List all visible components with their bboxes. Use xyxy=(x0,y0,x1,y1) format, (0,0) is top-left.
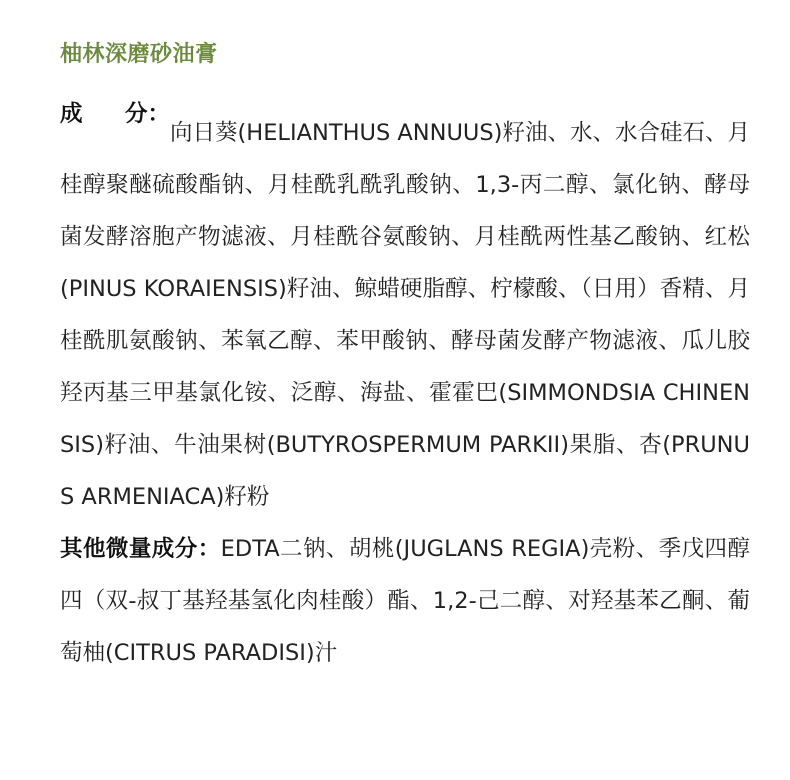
trace-ingredients-list: EDTA二钠、胡桃(JUGLANS REGIA)壳粉、季戊四醇四（双-叔丁基羟基氢化肉桂酸）酯、1,2-己二醇、对羟基苯乙酮、葡萄柚(CITRUS PARADISI)汁 xyxy=(60,536,750,666)
ingredients-list: 向日葵(HELIANTHUS ANNUUS)籽油、水、水合硅石、月桂醇聚醚硫酸酯钠、月桂酰乳酰乳酸钠、1,3-丙二醇、氯化钠、酵母菌发酵溶胞产物滤液、月桂酰谷氨酸钠、月桂酰两性基乙酸钠、红松(PINUS KORAIENSIS)籽油、鲸蜡硬脂醇、柠檬酸、（日用）香精、月桂酰肌氨酸钠、苯氧乙醇、苯甲酸钠、酵母菌发酵产物滤液、瓜儿胶羟丙基三甲基氯化铵、泛醇、海盐、霍霍巴(SIMMONDSIA CHINENSIS)籽油、牛油果树(BUTYROSPERMUM PARKII)果脂、杏(PRUNUS ARMENIACA)籽粉 xyxy=(60,120,750,510)
trace-ingredients-label: 其他微量成分： xyxy=(60,536,221,562)
ingredient-sheet xyxy=(60,38,750,679)
trace-ingredients-paragraph xyxy=(60,523,750,679)
ingredients-label-char-2: 分： xyxy=(124,101,170,127)
product-title: 柚林深磨砂油膏 xyxy=(60,42,218,67)
ingredients-label xyxy=(60,88,170,140)
ingredients-label-char-1: 成 xyxy=(60,101,83,127)
ingredients-paragraph xyxy=(60,88,750,523)
